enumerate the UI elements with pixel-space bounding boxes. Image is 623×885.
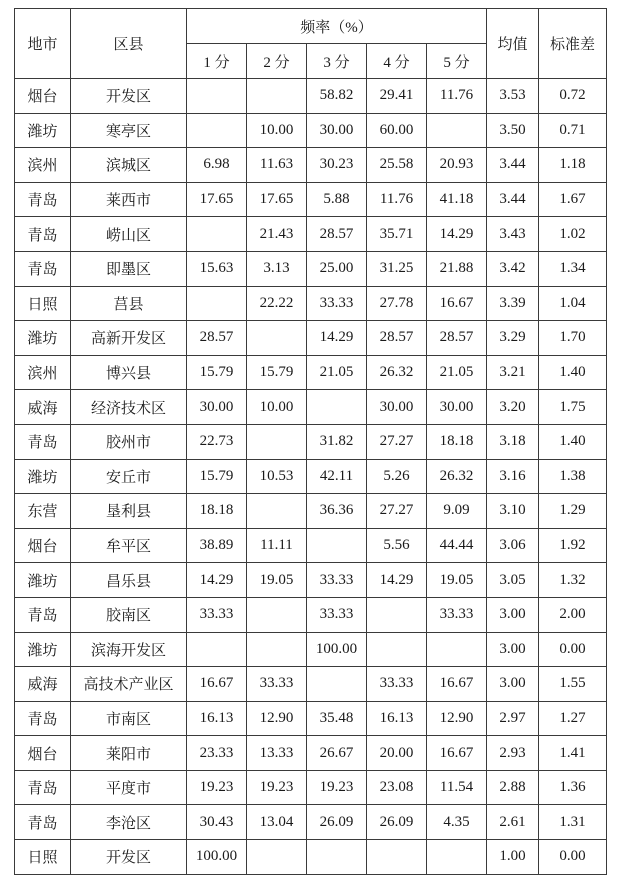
cell-freq-4: 5.26 (367, 459, 427, 494)
cell-freq-3: 26.09 (307, 805, 367, 840)
cell-city: 青岛 (15, 424, 71, 459)
cell-freq-2: 13.04 (247, 805, 307, 840)
cell-county: 安丘市 (71, 459, 187, 494)
cell-county: 崂山区 (71, 217, 187, 252)
table-row (15, 770, 607, 805)
cell-freq-1: 15.79 (187, 459, 247, 494)
cell-freq-3: 19.23 (307, 770, 367, 805)
cell-mean: 3.18 (487, 424, 539, 459)
cell-freq-1 (187, 217, 247, 252)
cell-city: 青岛 (15, 217, 71, 252)
table-row (15, 563, 607, 598)
cell-freq-2: 10.00 (247, 113, 307, 148)
cell-std: 1.18 (539, 148, 607, 183)
cell-std: 1.27 (539, 701, 607, 736)
cell-freq-4: 27.27 (367, 494, 427, 529)
cell-mean: 3.42 (487, 251, 539, 286)
cell-freq-2: 19.05 (247, 563, 307, 598)
cell-city: 东营 (15, 494, 71, 529)
cell-freq-1: 30.43 (187, 805, 247, 840)
cell-mean: 1.00 (487, 840, 539, 875)
cell-city: 青岛 (15, 597, 71, 632)
cell-mean: 3.06 (487, 528, 539, 563)
cell-mean: 3.50 (487, 113, 539, 148)
cell-county: 滨城区 (71, 148, 187, 183)
header-mean: 均值 (487, 9, 539, 79)
cell-freq-1: 17.65 (187, 182, 247, 217)
cell-freq-2: 10.00 (247, 390, 307, 425)
cell-std: 1.75 (539, 390, 607, 425)
cell-freq-5: 21.88 (427, 251, 487, 286)
cell-std: 1.70 (539, 321, 607, 356)
cell-freq-3: 30.23 (307, 148, 367, 183)
cell-freq-5: 26.32 (427, 459, 487, 494)
cell-freq-1: 28.57 (187, 321, 247, 356)
cell-county: 高技术产业区 (71, 667, 187, 702)
cell-freq-4: 26.09 (367, 805, 427, 840)
cell-city: 青岛 (15, 182, 71, 217)
cell-city: 潍坊 (15, 563, 71, 598)
cell-std: 0.72 (539, 79, 607, 114)
cell-freq-1: 22.73 (187, 424, 247, 459)
cell-freq-4: 35.71 (367, 217, 427, 252)
cell-city: 日照 (15, 286, 71, 321)
table-row (15, 805, 607, 840)
cell-freq-2 (247, 494, 307, 529)
cell-freq-5: 20.93 (427, 148, 487, 183)
cell-freq-3: 33.33 (307, 563, 367, 598)
cell-freq-5: 16.67 (427, 736, 487, 771)
table-row (15, 321, 607, 356)
cell-freq-1 (187, 632, 247, 667)
cell-county: 开发区 (71, 79, 187, 114)
cell-freq-4: 14.29 (367, 563, 427, 598)
cell-freq-1 (187, 113, 247, 148)
cell-freq-1: 38.89 (187, 528, 247, 563)
cell-freq-4: 27.78 (367, 286, 427, 321)
cell-freq-3: 31.82 (307, 424, 367, 459)
cell-county: 胶州市 (71, 424, 187, 459)
cell-mean: 3.44 (487, 182, 539, 217)
cell-freq-4: 23.08 (367, 770, 427, 805)
cell-freq-3: 58.82 (307, 79, 367, 114)
cell-city: 青岛 (15, 805, 71, 840)
table-row (15, 79, 607, 114)
header-city: 地市 (15, 9, 71, 79)
cell-freq-3: 33.33 (307, 286, 367, 321)
cell-freq-4: 33.33 (367, 667, 427, 702)
cell-city: 威海 (15, 667, 71, 702)
cell-city: 潍坊 (15, 113, 71, 148)
table-row (15, 632, 607, 667)
table-row (15, 736, 607, 771)
header-score-2: 2 分 (247, 44, 307, 79)
cell-freq-5: 44.44 (427, 528, 487, 563)
cell-city: 日照 (15, 840, 71, 875)
cell-mean: 3.00 (487, 597, 539, 632)
cell-freq-1: 15.79 (187, 355, 247, 390)
cell-freq-5: 11.54 (427, 770, 487, 805)
cell-freq-2 (247, 632, 307, 667)
cell-freq-4 (367, 632, 427, 667)
cell-mean: 3.21 (487, 355, 539, 390)
cell-freq-3: 5.88 (307, 182, 367, 217)
cell-mean: 2.88 (487, 770, 539, 805)
cell-freq-2 (247, 79, 307, 114)
cell-freq-4: 31.25 (367, 251, 427, 286)
cell-freq-1: 16.67 (187, 667, 247, 702)
cell-freq-2: 12.90 (247, 701, 307, 736)
cell-std: 1.32 (539, 563, 607, 598)
cell-std: 1.34 (539, 251, 607, 286)
cell-freq-3: 26.67 (307, 736, 367, 771)
cell-freq-3: 28.57 (307, 217, 367, 252)
cell-city: 潍坊 (15, 321, 71, 356)
table-row (15, 528, 607, 563)
cell-freq-2: 13.33 (247, 736, 307, 771)
cell-freq-4: 28.57 (367, 321, 427, 356)
cell-city: 烟台 (15, 79, 71, 114)
cell-freq-5: 19.05 (427, 563, 487, 598)
cell-freq-1 (187, 286, 247, 321)
cell-mean: 3.20 (487, 390, 539, 425)
table-row (15, 286, 607, 321)
cell-std: 1.36 (539, 770, 607, 805)
cell-mean: 3.44 (487, 148, 539, 183)
cell-county: 寒亭区 (71, 113, 187, 148)
cell-county: 高新开发区 (71, 321, 187, 356)
cell-freq-3: 21.05 (307, 355, 367, 390)
cell-county: 垦利县 (71, 494, 187, 529)
table-header (15, 9, 607, 79)
header-std: 标准差 (539, 9, 607, 79)
header-score-4: 4 分 (367, 44, 427, 79)
cell-freq-4: 29.41 (367, 79, 427, 114)
cell-freq-2: 10.53 (247, 459, 307, 494)
cell-freq-3 (307, 667, 367, 702)
cell-freq-3 (307, 390, 367, 425)
cell-freq-5: 9.09 (427, 494, 487, 529)
table-row (15, 459, 607, 494)
cell-freq-5: 14.29 (427, 217, 487, 252)
cell-city: 滨州 (15, 148, 71, 183)
table-row (15, 667, 607, 702)
cell-freq-3: 14.29 (307, 321, 367, 356)
cell-freq-4: 11.76 (367, 182, 427, 217)
cell-std: 2.00 (539, 597, 607, 632)
cell-std: 0.00 (539, 840, 607, 875)
cell-city: 滨州 (15, 355, 71, 390)
cell-city: 青岛 (15, 701, 71, 736)
cell-freq-3: 33.33 (307, 597, 367, 632)
cell-freq-5: 30.00 (427, 390, 487, 425)
header-score-3: 3 分 (307, 44, 367, 79)
cell-mean: 3.00 (487, 667, 539, 702)
cell-freq-2: 11.63 (247, 148, 307, 183)
cell-std: 1.67 (539, 182, 607, 217)
cell-freq-4 (367, 597, 427, 632)
cell-mean: 2.61 (487, 805, 539, 840)
cell-county: 博兴县 (71, 355, 187, 390)
cell-mean: 3.53 (487, 79, 539, 114)
cell-freq-4: 5.56 (367, 528, 427, 563)
cell-freq-4: 27.27 (367, 424, 427, 459)
cell-std: 0.00 (539, 632, 607, 667)
cell-county: 昌乐县 (71, 563, 187, 598)
cell-freq-1: 23.33 (187, 736, 247, 771)
cell-freq-2: 3.13 (247, 251, 307, 286)
cell-freq-2: 17.65 (247, 182, 307, 217)
cell-std: 1.02 (539, 217, 607, 252)
frequency-table (14, 8, 607, 875)
cell-std: 1.04 (539, 286, 607, 321)
header-frequency-group: 频率（%） (187, 9, 487, 44)
cell-freq-5: 16.67 (427, 286, 487, 321)
cell-freq-4: 20.00 (367, 736, 427, 771)
cell-freq-3: 30.00 (307, 113, 367, 148)
cell-std: 1.92 (539, 528, 607, 563)
cell-freq-5: 12.90 (427, 701, 487, 736)
cell-freq-5 (427, 113, 487, 148)
header-score-1: 1 分 (187, 44, 247, 79)
cell-county: 市南区 (71, 701, 187, 736)
cell-freq-2: 22.22 (247, 286, 307, 321)
cell-freq-1: 100.00 (187, 840, 247, 875)
cell-county: 开发区 (71, 840, 187, 875)
cell-freq-3 (307, 528, 367, 563)
cell-freq-1: 19.23 (187, 770, 247, 805)
cell-freq-1: 18.18 (187, 494, 247, 529)
cell-freq-3: 35.48 (307, 701, 367, 736)
cell-county: 莒县 (71, 286, 187, 321)
cell-freq-1: 6.98 (187, 148, 247, 183)
table-row (15, 355, 607, 390)
cell-freq-1: 15.63 (187, 251, 247, 286)
cell-freq-2: 21.43 (247, 217, 307, 252)
cell-freq-1: 16.13 (187, 701, 247, 736)
cell-city: 烟台 (15, 528, 71, 563)
cell-freq-5 (427, 632, 487, 667)
table-row (15, 217, 607, 252)
cell-county: 即墨区 (71, 251, 187, 286)
cell-freq-4: 16.13 (367, 701, 427, 736)
cell-county: 胶南区 (71, 597, 187, 632)
cell-freq-2: 11.11 (247, 528, 307, 563)
cell-std: 0.71 (539, 113, 607, 148)
cell-freq-2: 19.23 (247, 770, 307, 805)
cell-freq-4: 25.58 (367, 148, 427, 183)
table-row (15, 701, 607, 736)
cell-std: 1.29 (539, 494, 607, 529)
cell-freq-3 (307, 840, 367, 875)
cell-city: 青岛 (15, 770, 71, 805)
table-row (15, 113, 607, 148)
cell-freq-1: 30.00 (187, 390, 247, 425)
cell-city: 威海 (15, 390, 71, 425)
cell-freq-2 (247, 424, 307, 459)
cell-city: 潍坊 (15, 459, 71, 494)
cell-freq-4: 30.00 (367, 390, 427, 425)
table-row (15, 494, 607, 529)
table-row (15, 424, 607, 459)
cell-county: 莱阳市 (71, 736, 187, 771)
cell-freq-5: 28.57 (427, 321, 487, 356)
table-row (15, 390, 607, 425)
cell-freq-5: 16.67 (427, 667, 487, 702)
cell-county: 平度市 (71, 770, 187, 805)
cell-freq-2 (247, 840, 307, 875)
cell-freq-3: 100.00 (307, 632, 367, 667)
table-row (15, 148, 607, 183)
cell-mean: 3.16 (487, 459, 539, 494)
table-row (15, 597, 607, 632)
cell-freq-4: 26.32 (367, 355, 427, 390)
cell-freq-5: 33.33 (427, 597, 487, 632)
cell-mean: 3.39 (487, 286, 539, 321)
cell-county: 经济技术区 (71, 390, 187, 425)
header-county: 区县 (71, 9, 187, 79)
cell-freq-5: 4.35 (427, 805, 487, 840)
cell-freq-1: 14.29 (187, 563, 247, 598)
cell-std: 1.55 (539, 667, 607, 702)
cell-freq-2 (247, 321, 307, 356)
cell-county: 李沧区 (71, 805, 187, 840)
table-body (15, 79, 607, 875)
cell-county: 滨海开发区 (71, 632, 187, 667)
cell-freq-2 (247, 597, 307, 632)
cell-mean: 2.93 (487, 736, 539, 771)
cell-city: 烟台 (15, 736, 71, 771)
cell-city: 青岛 (15, 251, 71, 286)
cell-county: 莱西市 (71, 182, 187, 217)
cell-freq-4 (367, 840, 427, 875)
cell-std: 1.41 (539, 736, 607, 771)
cell-freq-5 (427, 840, 487, 875)
cell-freq-3: 42.11 (307, 459, 367, 494)
cell-county: 牟平区 (71, 528, 187, 563)
cell-freq-3: 36.36 (307, 494, 367, 529)
cell-freq-5: 41.18 (427, 182, 487, 217)
cell-mean: 3.10 (487, 494, 539, 529)
cell-freq-1: 33.33 (187, 597, 247, 632)
cell-mean: 2.97 (487, 701, 539, 736)
cell-std: 1.38 (539, 459, 607, 494)
cell-freq-2: 15.79 (247, 355, 307, 390)
table-row (15, 182, 607, 217)
cell-std: 1.40 (539, 424, 607, 459)
cell-mean: 3.05 (487, 563, 539, 598)
table-row (15, 251, 607, 286)
cell-std: 1.40 (539, 355, 607, 390)
cell-std: 1.31 (539, 805, 607, 840)
cell-freq-3: 25.00 (307, 251, 367, 286)
cell-city: 潍坊 (15, 632, 71, 667)
cell-mean: 3.43 (487, 217, 539, 252)
cell-freq-4: 60.00 (367, 113, 427, 148)
header-score-5: 5 分 (427, 44, 487, 79)
table-row (15, 840, 607, 875)
cell-mean: 3.29 (487, 321, 539, 356)
cell-freq-5: 21.05 (427, 355, 487, 390)
cell-freq-5: 11.76 (427, 79, 487, 114)
cell-freq-1 (187, 79, 247, 114)
cell-freq-2: 33.33 (247, 667, 307, 702)
cell-freq-5: 18.18 (427, 424, 487, 459)
cell-mean: 3.00 (487, 632, 539, 667)
